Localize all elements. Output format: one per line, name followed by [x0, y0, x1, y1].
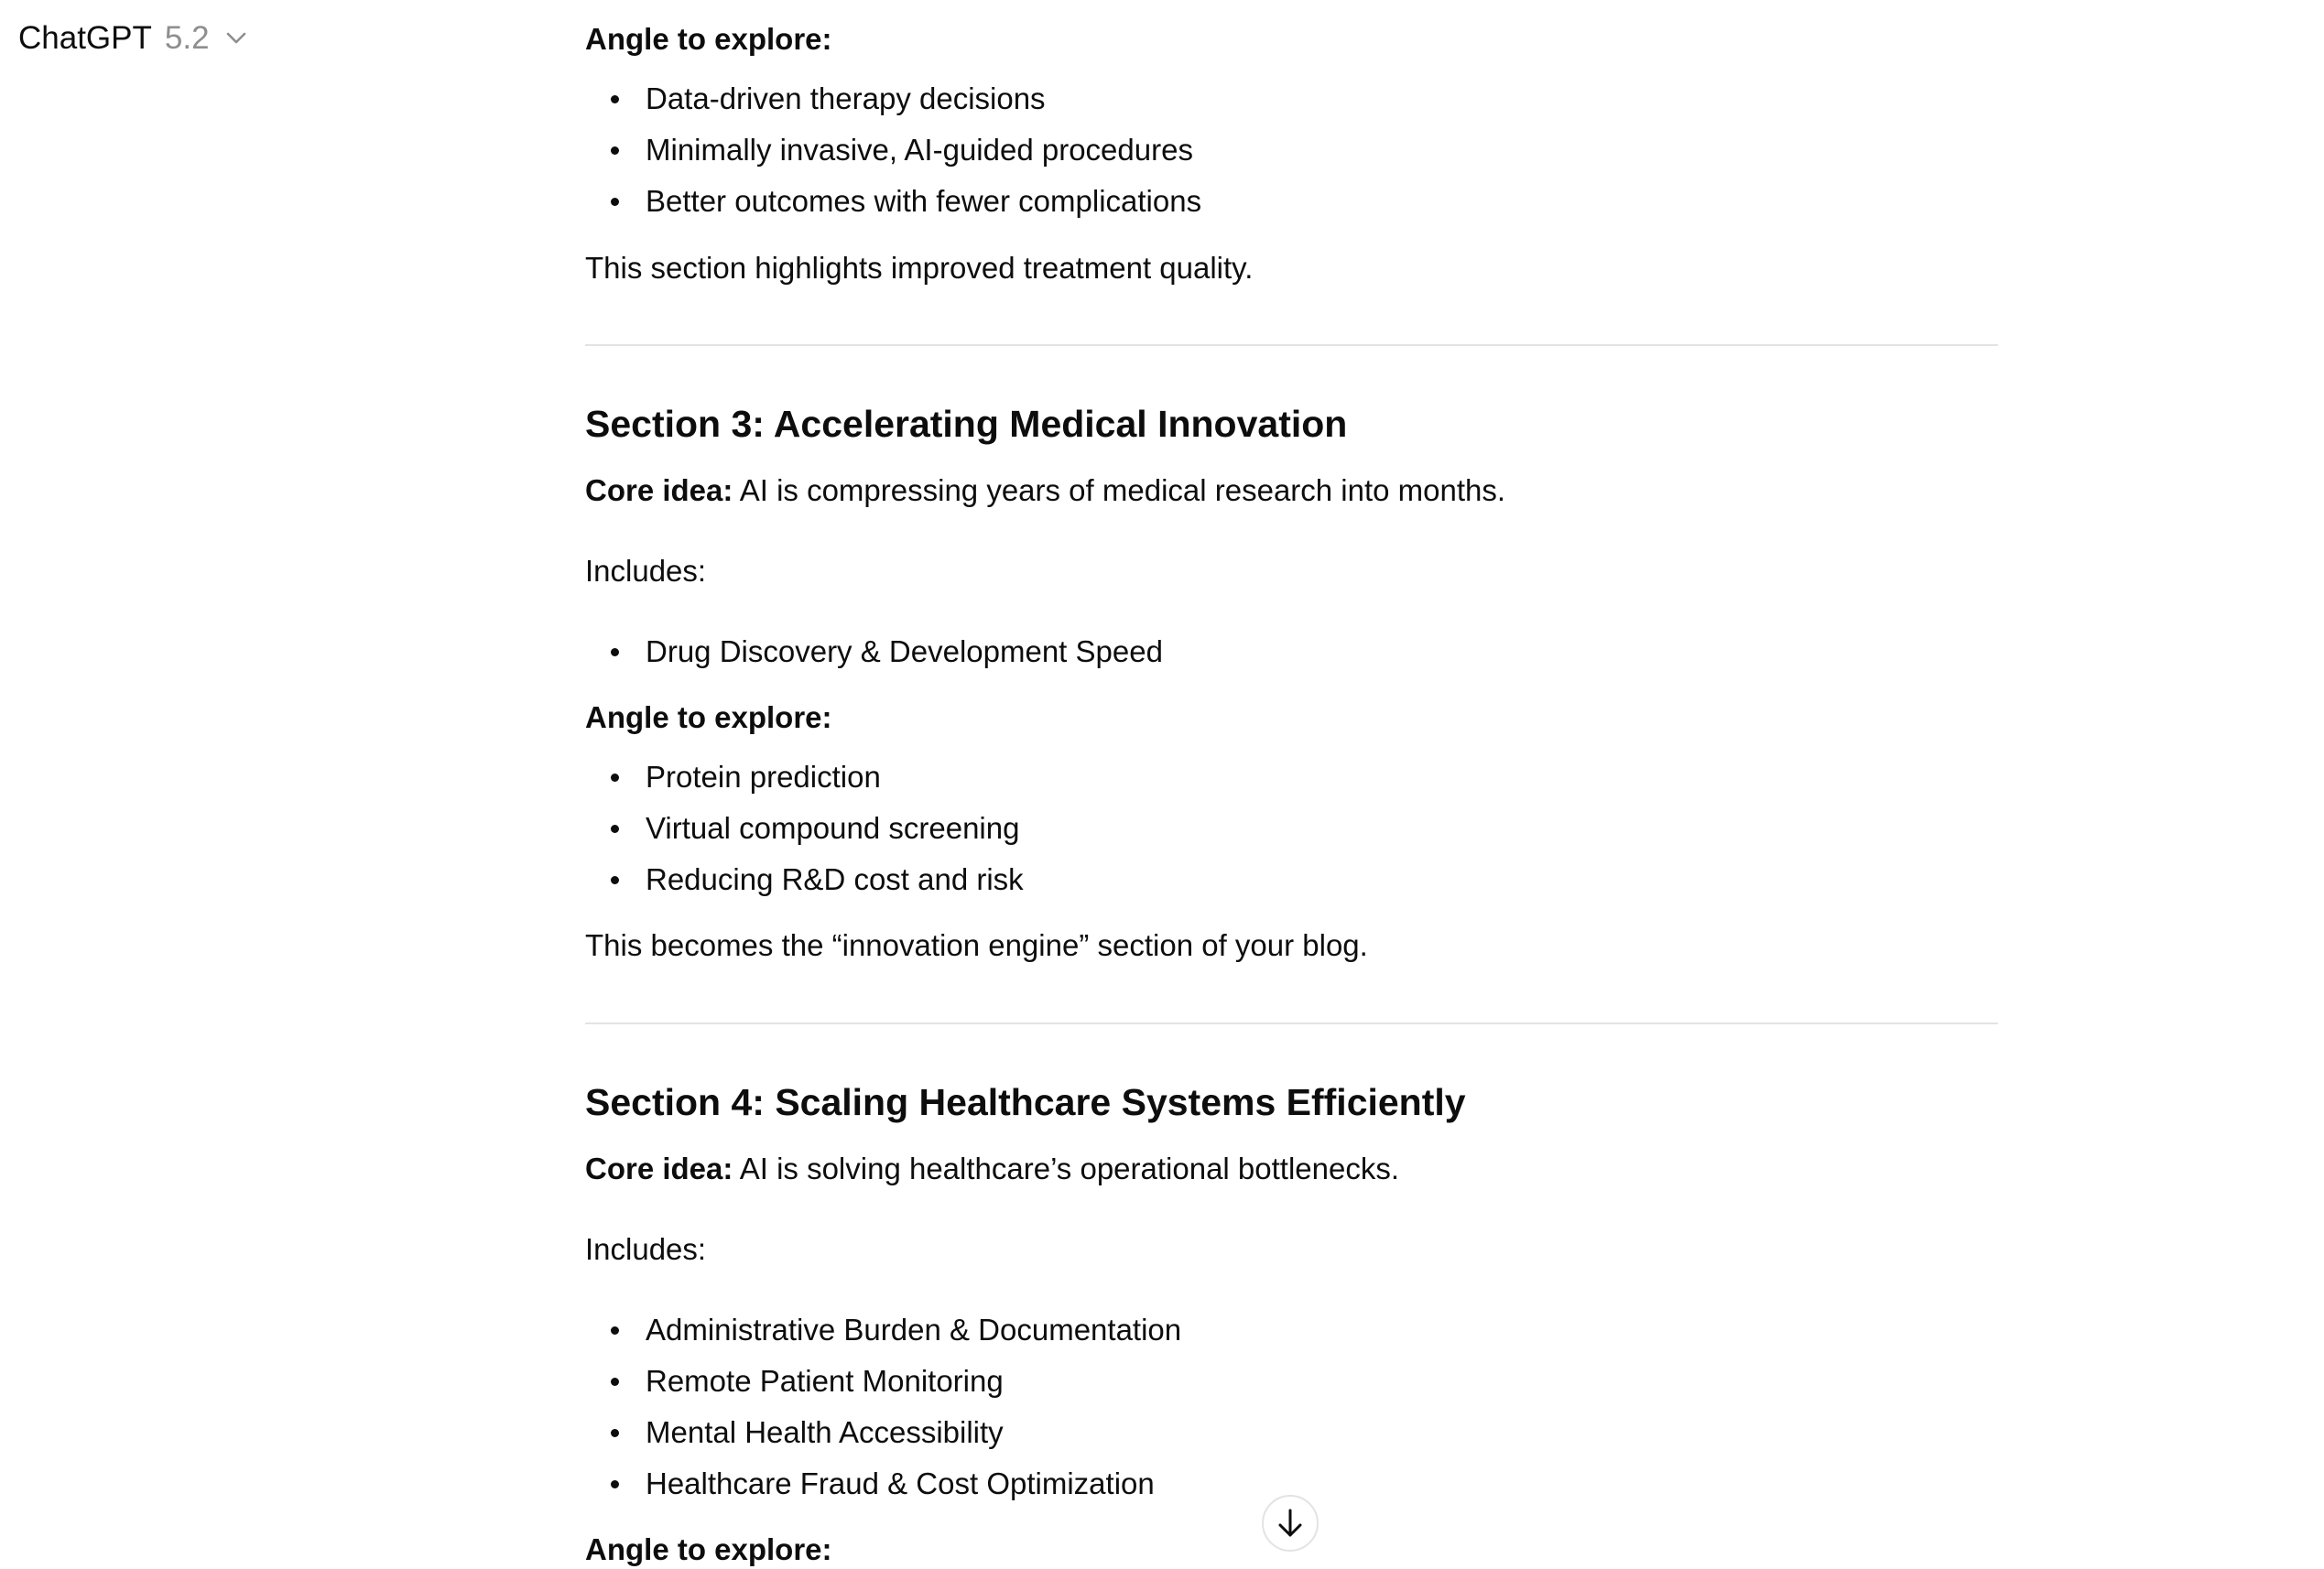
- bullet-dot: [611, 95, 619, 103]
- list-item-text: Reducing R&D cost and risk: [646, 862, 1024, 896]
- includes-label: Includes:: [585, 1232, 707, 1266]
- core-idea: [585, 471, 1505, 511]
- bullet-dot: [611, 1480, 619, 1488]
- list-item-text: Remote Patient Monitoring: [646, 1364, 1004, 1398]
- list-item: [585, 1361, 1004, 1401]
- bullet-dot: [611, 648, 619, 656]
- list-item: [585, 808, 1019, 849]
- section-4-title: Section 4: Scaling Healthcare Systems Efficiently: [585, 1081, 1466, 1123]
- list-item: [585, 1412, 1004, 1453]
- model-version: 5.2: [164, 20, 210, 56]
- model-switcher[interactable]: [18, 16, 246, 60]
- includes-label: Includes:: [585, 554, 707, 588]
- scroll-to-bottom-button[interactable]: [1262, 1495, 1319, 1552]
- list-item: [585, 632, 1163, 672]
- bullet-dot: [611, 198, 619, 206]
- bullet-dot: [611, 825, 619, 833]
- bullet-dot: [611, 774, 619, 782]
- list-item: [585, 1310, 1181, 1350]
- list-item: [585, 757, 881, 797]
- section-summary: This becomes the “innovation engine” section of your blog.: [585, 928, 1368, 962]
- section-divider: [585, 344, 1998, 346]
- list-item: [585, 130, 1193, 170]
- angle-label: Angle to explore:: [585, 1532, 832, 1566]
- core-idea-label: Core idea:: [585, 1152, 733, 1185]
- list-item-text: Protein prediction: [646, 760, 881, 794]
- bullet-dot: [611, 876, 619, 884]
- bullet-dot: [611, 1429, 619, 1437]
- model-name: ChatGPT: [18, 20, 152, 56]
- list-item: [585, 79, 1046, 119]
- list-item-text: Administrative Burden & Documentation: [646, 1313, 1182, 1347]
- list-item-text: Data-driven therapy decisions: [646, 81, 1046, 115]
- list-item: [585, 1464, 1155, 1504]
- list-item-text: Better outcomes with fewer complications: [646, 184, 1202, 218]
- list-item-text: Minimally invasive, AI-guided procedures: [646, 133, 1193, 167]
- list-item-text: Drug Discovery & Development Speed: [646, 634, 1163, 668]
- angle-label: Angle to explore:: [585, 22, 832, 56]
- arrow-down-icon: [1276, 1508, 1304, 1539]
- core-idea-label: Core idea:: [585, 473, 733, 507]
- angle-label: Angle to explore:: [585, 700, 832, 734]
- list-item-text: Mental Health Accessibility: [646, 1415, 1004, 1449]
- chevron-down-icon: [226, 32, 246, 45]
- section-3-title: Section 3: Accelerating Medical Innovation: [585, 403, 1348, 445]
- core-idea: [585, 1149, 1399, 1189]
- list-item: [585, 860, 1024, 900]
- bullet-dot: [611, 1378, 619, 1386]
- bullet-dot: [611, 1326, 619, 1335]
- core-idea-text: AI is solving healthcare’s operational bottlenecks.: [733, 1152, 1400, 1185]
- core-idea-text: AI is compressing years of medical research into months.: [733, 473, 1506, 507]
- bullet-dot: [611, 146, 619, 155]
- list-item-text: Virtual compound screening: [646, 811, 1020, 845]
- list-item: [585, 181, 1201, 222]
- section-summary: This section highlights improved treatment quality.: [585, 251, 1254, 285]
- section-divider: [585, 1023, 1998, 1024]
- list-item-text: Healthcare Fraud & Cost Optimization: [646, 1466, 1155, 1500]
